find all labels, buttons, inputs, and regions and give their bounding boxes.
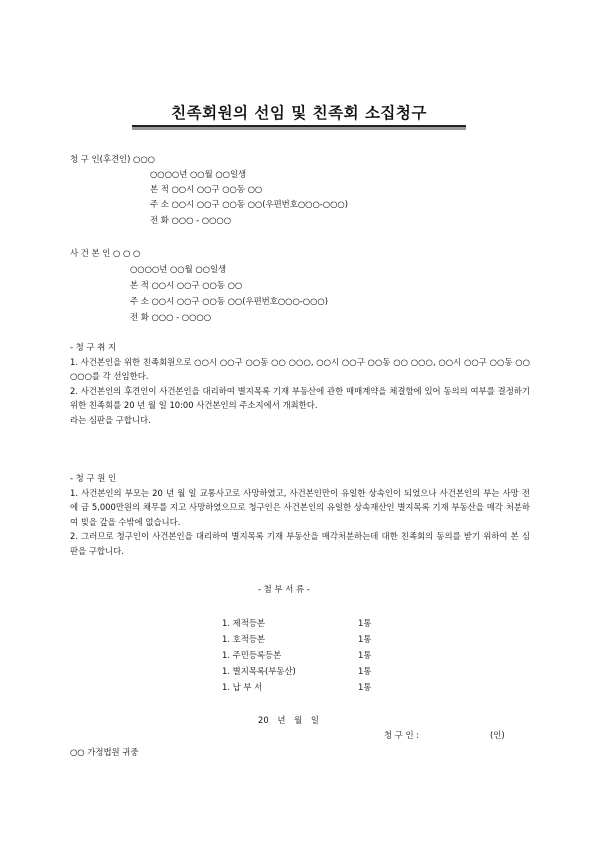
attachment-name: 1. 주민등록등본 (222, 650, 282, 660)
attachment-name: 1. 납 부 서 (222, 682, 263, 692)
subject-phone: 전 화 ○○○ - ○○○○ (130, 312, 212, 322)
attachment-name: 1. 별지목록(부동산) (222, 666, 296, 676)
seal-mark: (인) (490, 730, 505, 740)
claimant-birth: ○○○○년 ○○월 ○○일생 (150, 169, 247, 179)
subject-domicile: 본 적 ○○시 ○○구 ○○동 ○○ (130, 280, 243, 290)
attachment-qty: 1통 (358, 634, 372, 644)
attachment-qty: 1통 (358, 666, 372, 676)
claimant-domicile: 본 적 ○○시 ○○구 ○○동 ○○ (150, 184, 263, 194)
claimant-address: 주 소 ○○시 ○○구 ○○동 ○○(우편번호○○○-○○○) (150, 199, 348, 209)
document-title: 친족회원의 선임 및 친족회 소집청구 (171, 104, 427, 122)
cause-item-1: 1. 사건본인의 부모는 20 년 월 일 교통사고로 사망하였고, 사건본인만이 유일한 상속인이 되었으나 사건본인의 부는 사망 전에 금 5,000만원의 채무를 지고 사망하였으므로 청구인은 사건본인의 유일한 상속재산인 별지목록 기재 부동산을 매각 처분하여 빚을 갚을 수밖에 없습니다. (70, 487, 530, 527)
attachment-qty: 1통 (358, 650, 372, 660)
subject-birth: ○○○○년 ○○월 ○○일생 (130, 264, 227, 274)
purpose-section (70, 340, 530, 428)
claimant-label: 청 구 인(후견인) ○○○ (70, 154, 155, 164)
purpose-item-1: 1. 사건본인을 위한 친족회원으로 ○○시 ○○구 ○○동 ○○ ○○○, ○○시 ○○구 ○○동 ○○ ○○○, ○○시 ○○구 ○○동 ○○ ○○○를 각 선임한다. (70, 356, 530, 382)
cause-heading: - 청 구 원 인 (70, 473, 117, 483)
attachments-heading: - 첨 부 서 류 - (258, 584, 310, 594)
attachment-name: 1. 호적등본 (222, 634, 266, 644)
purpose-closing: 라는 심판을 구합니다. (70, 414, 151, 425)
claimant-phone: 전 화 ○○○ - ○○○○ (150, 215, 232, 225)
court-addressee: ○○ 가정법원 귀중 (70, 747, 139, 757)
purpose-heading: - 청 구 취 지 (70, 342, 117, 352)
attachment-qty: 1통 (358, 618, 372, 628)
cause-section (70, 471, 530, 559)
subject-label: 사 건 본 인 ○ ○ ○ (70, 248, 141, 258)
title-box (132, 101, 466, 127)
purpose-item-2: 2. 사건본인의 후견인이 사건본인을 대리하여 별지목록 기재 부동산에 관한 매매계약을 체결함에 있어 동의의 여부를 결정하기 위한 친족회를 20 년 월 일 10:00 사건본인의 주소지에서 개최한다. (70, 385, 530, 411)
document-date: 20 년 월 일 (258, 715, 319, 725)
attachment-qty: 1통 (358, 682, 372, 692)
cause-item-2: 2. 그러므로 청구인이 사건본인을 대리하여 별지목록 기재 부동산을 매각처분하는데 대한 친족회의 동의를 받기 위하여 본 심판을 구합니다. (70, 531, 530, 556)
signature-label: 청 구 인 : (384, 730, 420, 740)
attachment-name: 1. 제적등본 (222, 618, 266, 628)
subject-address: 주 소 ○○시 ○○구 ○○동 ○○(우편번호○○○-○○○) (130, 296, 328, 306)
